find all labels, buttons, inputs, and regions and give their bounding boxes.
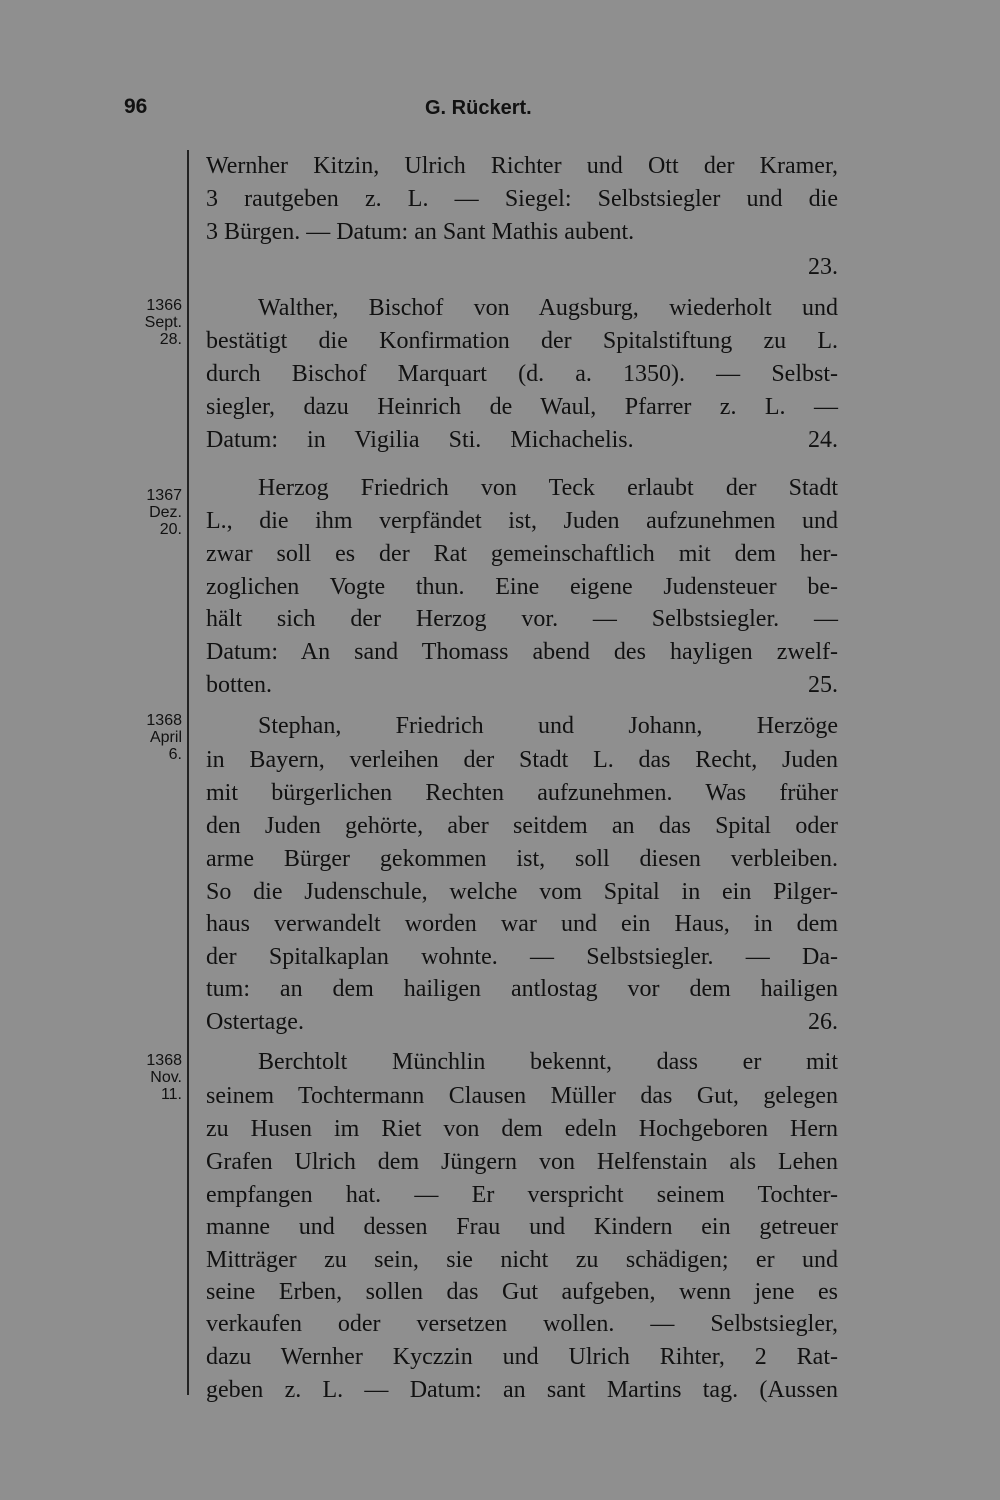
text-line: Stephan, Friedrich und Johann, Herzöge <box>258 713 838 739</box>
margin-date-day: 28. <box>159 331 182 348</box>
text-line: den Juden gehörte, aber seitdem an das Spital oder <box>206 813 838 839</box>
text-line: durch Bischof Marquart (d. a. 1350). — Selbst- <box>206 361 838 387</box>
text-line: arme Bürger gekommen ist, soll diesen verbleiben. <box>206 846 838 872</box>
text-line: Datum: An sand Thomass abend des hayligen zwelf- <box>206 639 838 665</box>
text-line: L., die ihm verpfändet ist, Juden aufzunehmen und <box>206 508 838 534</box>
text-line: So die Judenschule, welche vom Spital in ein Pilger- <box>206 879 838 905</box>
margin-date-month: Dez. <box>149 504 182 521</box>
margin-date <box>110 487 182 538</box>
text-line: zoglichen Vogte thun. Eine eigene Judensteuer be- <box>206 574 838 600</box>
text-line: zwar soll es der Rat gemeinschaftlich mit dem her- <box>206 541 838 567</box>
text-line: Datum: in Vigilia Sti. Michachelis. 24. <box>206 427 838 453</box>
text-line: zu Husen im Riet von dem edeln Hochgeboren Hern <box>206 1116 838 1142</box>
margin-date-month: April <box>149 729 182 746</box>
text-line: 3 Bürgen. — Datum: an Sant Mathis aubent. <box>206 219 635 245</box>
text-line: geben z. L. — Datum: an sant Martins tag. (Aussen <box>206 1377 838 1403</box>
margin-date-day: 11. <box>160 1086 182 1103</box>
text-line: botten. 25. <box>206 672 838 698</box>
text-line: seinem Tochtermann Clausen Müller das Gut, gelegen <box>206 1083 838 1109</box>
margin-date-month: Sept. <box>144 314 182 331</box>
margin-date-year: 1366 <box>146 297 182 314</box>
text-line: manne und dessen Frau und Kindern ein getreuer <box>206 1214 838 1240</box>
text-line: Berchtolt Münchlin bekennt, dass er mit <box>258 1049 838 1075</box>
page-number: 96 <box>124 95 148 118</box>
margin-date-day: 6. <box>168 746 182 763</box>
running-head-author: G. Rückert. <box>425 97 532 119</box>
text-line: Walther, Bischof von Augsburg, wiederholt und <box>258 295 838 321</box>
text-line: mit bürgerlichen Rechten aufzunehmen. Was früher <box>206 780 838 806</box>
text-line: tum: an dem hailigen antlostag vor dem hailigen <box>206 976 838 1002</box>
regest-number: 23. <box>808 254 838 280</box>
text-line: seine Erben, sollen das Gut aufgeben, wenn jene es <box>206 1279 838 1305</box>
margin-date-year: 1367 <box>146 487 182 504</box>
text-line: dazu Wernher Kyczzin und Ulrich Rihter, 2 Rat- <box>206 1344 838 1370</box>
text-line: bestätigt die Konfirmation der Spitalstiftung zu L. <box>206 328 838 354</box>
text-line: verkaufen oder versetzen wollen. — Selbstsiegler, <box>206 1311 838 1337</box>
margin-date-month: Nov. <box>150 1069 182 1086</box>
text-line: Herzog Friedrich von Teck erlaubt der Stadt <box>258 475 838 501</box>
text-line: in Bayern, verleihen der Stadt L. das Recht, Juden <box>206 747 838 773</box>
margin-rule <box>187 150 189 1395</box>
text-line: Mitträger zu sein, sie nicht zu schädigen; er und <box>206 1247 838 1273</box>
text-line: der Spitalkaplan wohnte. — Selbstsiegler. — Da- <box>206 944 838 970</box>
text-line: empfangen hat. — Er verspricht seinem Tochter- <box>206 1182 838 1208</box>
margin-date <box>110 1052 182 1103</box>
text-line: haus verwandelt worden war und ein Haus, in dem <box>206 911 838 937</box>
margin-date-year: 1368 <box>146 1052 182 1069</box>
margin-date-day: 20. <box>159 521 182 538</box>
text-line: hält sich der Herzog vor. — Selbstsiegler. — <box>206 606 838 632</box>
margin-date <box>110 712 182 763</box>
margin-date <box>110 297 182 348</box>
text-line: Grafen Ulrich dem Jüngern von Helfenstain als Lehen <box>206 1149 838 1175</box>
text-line: Ostertage. 26. <box>206 1009 838 1035</box>
text-line: Wernher Kitzin, Ulrich Richter und Ott der Kramer, <box>206 153 838 179</box>
margin-date-year: 1368 <box>146 712 182 729</box>
text-line: siegler, dazu Heinrich de Waul, Pfarrer z. L. — <box>206 394 838 420</box>
text-line: 3 rautgeben z. L. — Siegel: Selbstsiegler und die <box>206 186 838 212</box>
